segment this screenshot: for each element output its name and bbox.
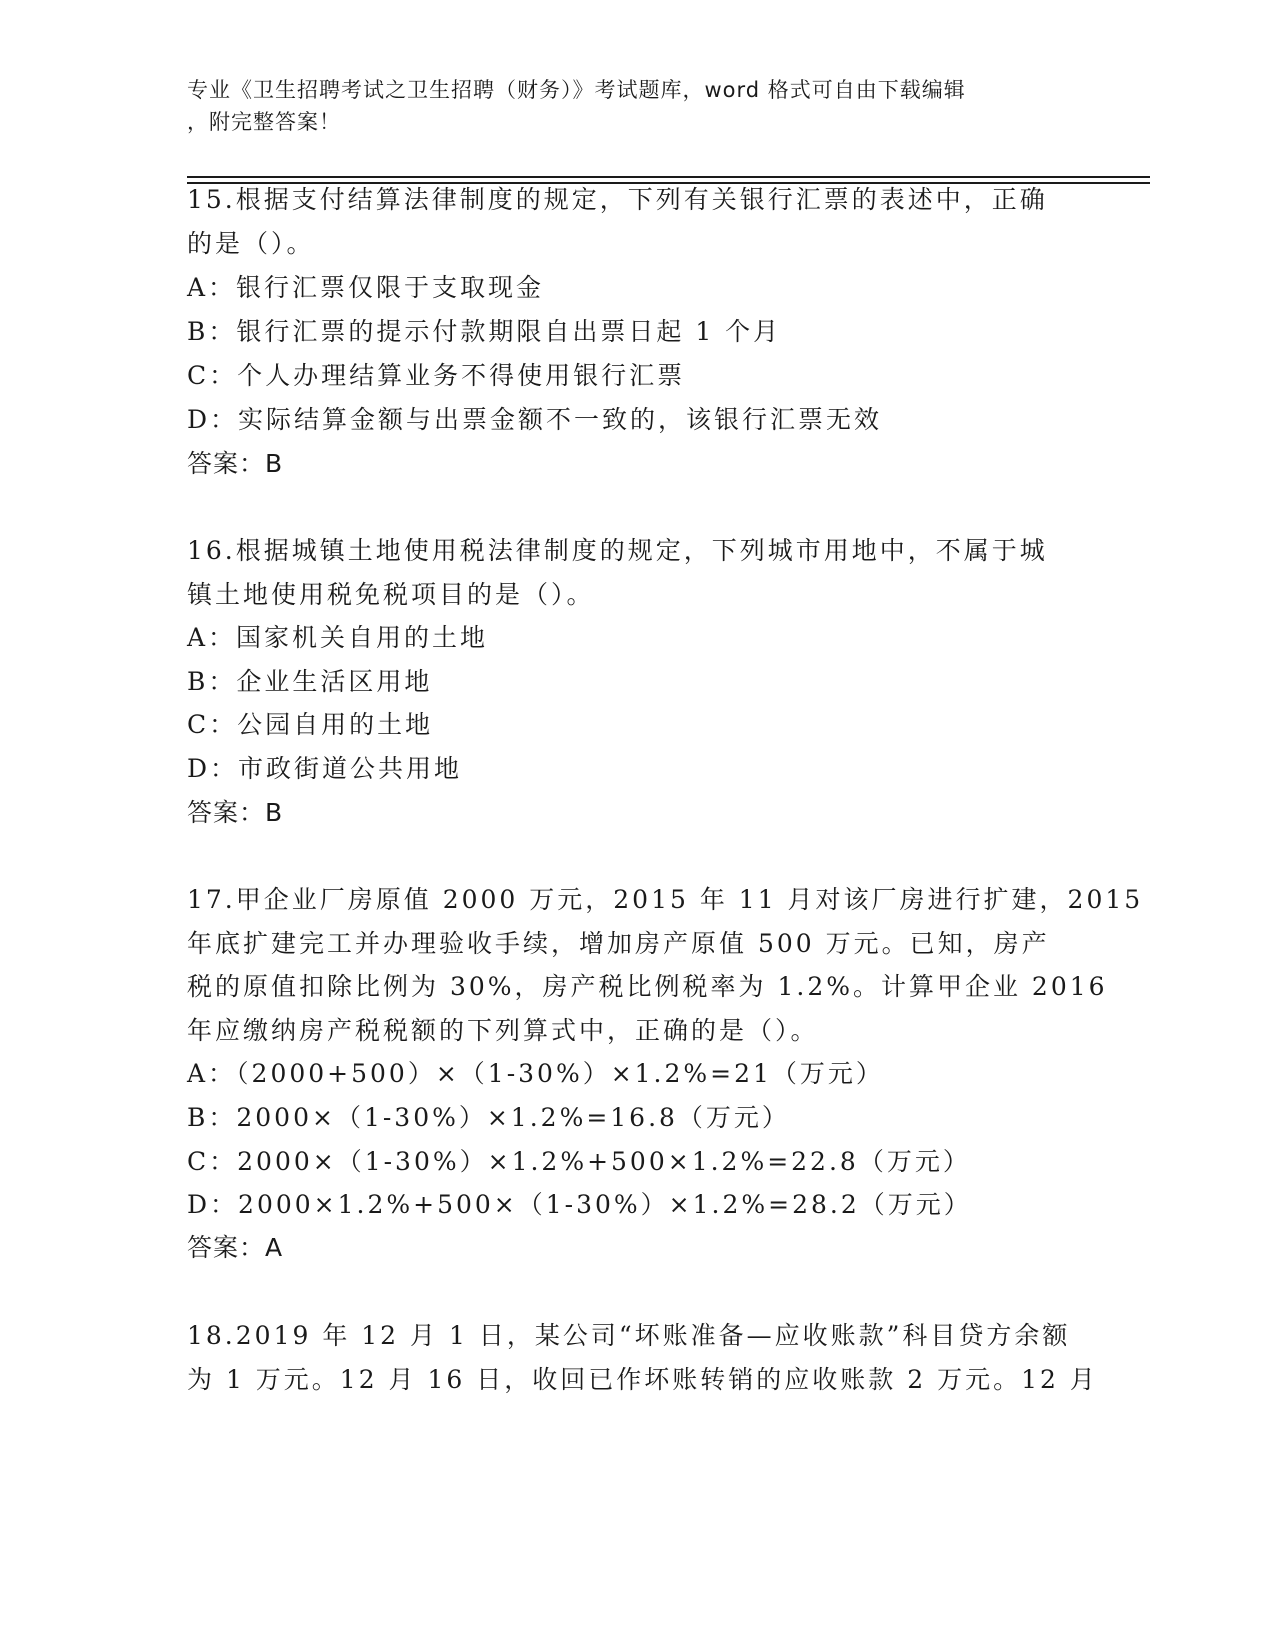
option-a: A：（2000+500）×（1-30%）×1.2%=21（万元）: [187, 1059, 884, 1088]
question-stem: 16.根据城镇土地使用税法律制度的规定，下列城市用地中，不属于城: [187, 536, 1048, 565]
document-header: [187, 74, 1087, 138]
answer: 答案：B: [187, 798, 284, 827]
question-stem: 镇土地使用税免税项目的是（）。: [187, 580, 595, 609]
answer: 答案：A: [187, 1233, 284, 1262]
question-stem: 17.甲企业厂房原值 2000 万元，2015 年 11 月对该厂房进行扩建，2015: [187, 885, 1144, 914]
option-d: D：市政街道公共用地: [187, 754, 463, 783]
option-b: B：企业生活区用地: [187, 667, 433, 696]
header-line-2: ，附完整答案！: [187, 110, 341, 134]
option-c: C：2000×（1-30%）×1.2%+500×1.2%=22.8（万元）: [187, 1147, 971, 1176]
question-stem: 税的原值扣除比例为 30%，房产税比例税率为 1.2%。计算甲企业 2016: [187, 972, 1108, 1001]
option-a: A：银行汇票仅限于支取现金: [187, 273, 545, 302]
question-stem: 15.根据支付结算法律制度的规定，下列有关银行汇票的表述中，正确: [187, 185, 1048, 214]
header-line-1: 专业《卫生招聘考试之卫生招聘（财务）》考试题库，word 格式可自由下载编辑: [187, 78, 966, 102]
option-d: D：实际结算金额与出票金额不一致的，该银行汇票无效: [187, 405, 883, 434]
option-b: B：2000×（1-30%）×1.2%=16.8（万元）: [187, 1103, 790, 1132]
answer: 答案：B: [187, 449, 284, 478]
question-stem: 年应缴纳房产税税额的下列算式中，正确的是（）。: [187, 1016, 819, 1045]
option-a: A：国家机关自用的土地: [187, 623, 489, 652]
question-stem: 18.2019 年 12 月 1 日，某公司“坏账准备—应收账款”科目贷方余额: [187, 1321, 1071, 1350]
question-stem: 的是（）。: [187, 229, 315, 258]
header-divider-top: [187, 176, 1150, 178]
option-b: B：银行汇票的提示付款期限自出票日起 1 个月: [187, 317, 782, 346]
option-c: C：公园自用的土地: [187, 710, 434, 739]
question-stem: 为 1 万元。12 月 16 日，收回已作坏账转销的应收账款 2 万元。12 月: [187, 1365, 1098, 1394]
question-stem: 年底扩建完工并办理验收手续，增加房产原值 500 万元。已知，房产: [187, 929, 1050, 958]
option-c: C：个人办理结算业务不得使用银行汇票: [187, 361, 686, 390]
option-d: D：2000×1.2%+500×（1-30%）×1.2%=28.2（万元）: [187, 1190, 972, 1219]
